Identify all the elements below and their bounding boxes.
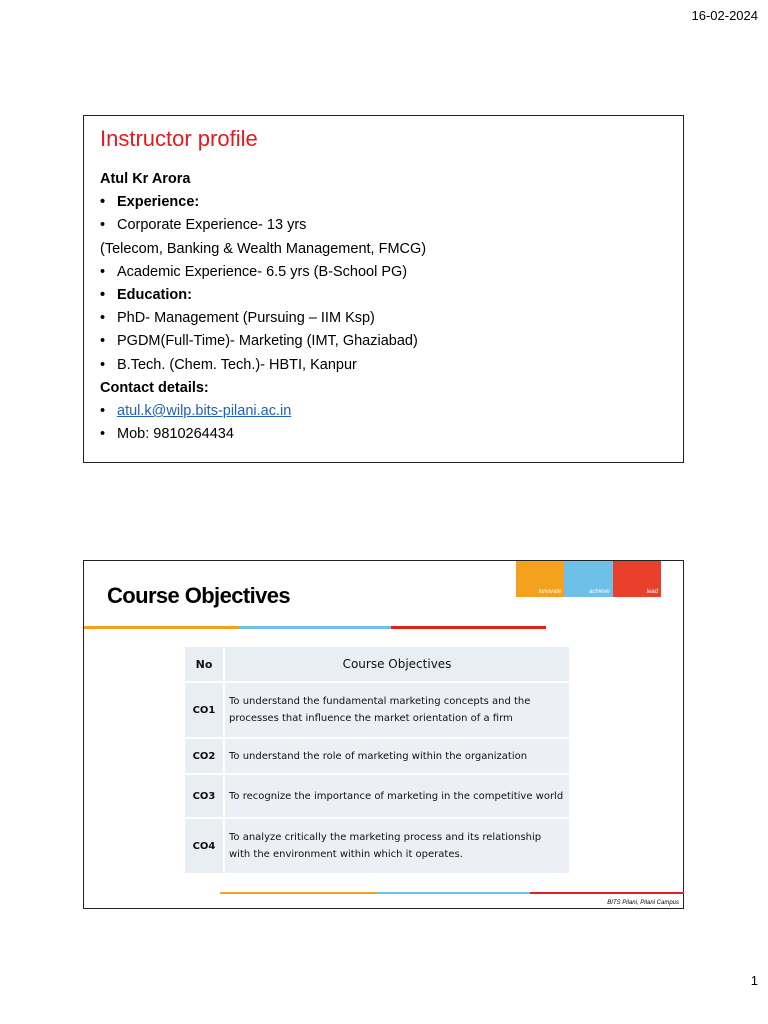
color-rule: [239, 626, 391, 629]
profile-line-text: PGDM(Full-Time)- Marketing (IMT, Ghaziabad): [117, 333, 418, 350]
table-row: [185, 682, 569, 738]
profile-line-text: B.Tech. (Chem. Tech.)- HBTI, Kanpur: [117, 356, 357, 373]
profile-line-text: Atul Kr Arora: [100, 171, 191, 187]
brand-block: [613, 561, 661, 597]
profile-line: [100, 423, 426, 446]
profile-line: [100, 191, 426, 214]
profile-line: [100, 261, 426, 284]
objective-id: CO2: [185, 738, 224, 774]
brand-block: [516, 561, 564, 597]
table-row: [185, 774, 569, 818]
profile-line: [100, 168, 426, 191]
profile-line: [100, 354, 426, 377]
objective-text: To recognize the importance of marketing in the competitive world: [224, 774, 569, 818]
slide-title: Course Objectives: [107, 583, 290, 608]
page-number: 1: [750, 973, 758, 988]
profile-line: [100, 307, 426, 330]
objectives-table: [185, 647, 569, 875]
header-date: 16-02-2024: [691, 8, 758, 23]
profile-line-text: Contact details:: [100, 379, 209, 396]
email-link[interactable]: atul.k@wilp.bits-pilani.ac.in: [117, 403, 292, 420]
course-objectives-slide: [83, 560, 684, 909]
table-header-row: [185, 647, 569, 682]
table-row: [185, 818, 569, 874]
color-rule: [220, 892, 377, 894]
objective-text: To analyze critically the marketing process and its relationship with the environment within which it operates.: [224, 818, 569, 874]
profile-line: [100, 238, 426, 261]
profile-line: [100, 377, 426, 400]
column-header-objectives: Course Objectives: [224, 647, 569, 682]
color-rule: [377, 892, 530, 894]
footer-campus: BITS Pilani, Pilani Campus: [607, 900, 679, 906]
brand-block: [564, 561, 612, 597]
objective-id: CO1: [185, 682, 224, 738]
profile-line-text: (Telecom, Banking & Wealth Management, FMCG): [100, 240, 427, 257]
profile-line-text: Experience:: [117, 194, 200, 211]
profile-line-text: Education:: [117, 287, 192, 304]
profile-line-text: Academic Experience- 6.5 yrs (B-School PG): [117, 263, 408, 280]
objective-text: To understand the fundamental marketing concepts and the processes that influence the market orientation of a firm: [224, 682, 569, 738]
brand-word: achieve: [588, 589, 610, 595]
brand-word: lead: [646, 589, 658, 595]
profile-line-text: Mob: 9810264434: [117, 426, 234, 443]
objective-text: To understand the role of marketing within the organization: [224, 738, 569, 774]
column-header-no: No: [185, 647, 224, 682]
profile-line: [100, 330, 426, 353]
slide-title: Instructor profile: [100, 126, 258, 151]
brand-word: innovate: [538, 589, 562, 595]
color-rule: [84, 626, 239, 629]
brand-strip: [516, 561, 661, 597]
table-row: [185, 738, 569, 774]
objective-id: CO4: [185, 818, 224, 874]
profile-lines: [100, 168, 426, 446]
profile-line-text: PhD- Management (Pursuing – IIM Ksp): [117, 310, 375, 327]
email-line: [100, 400, 426, 423]
objective-id: CO3: [185, 774, 224, 818]
instructor-profile-slide: [83, 115, 684, 463]
color-rule: [530, 892, 684, 894]
profile-line: [100, 284, 426, 307]
profile-line: [100, 214, 426, 237]
color-rule: [391, 626, 546, 629]
profile-line-text: Corporate Experience- 13 yrs: [117, 217, 307, 234]
